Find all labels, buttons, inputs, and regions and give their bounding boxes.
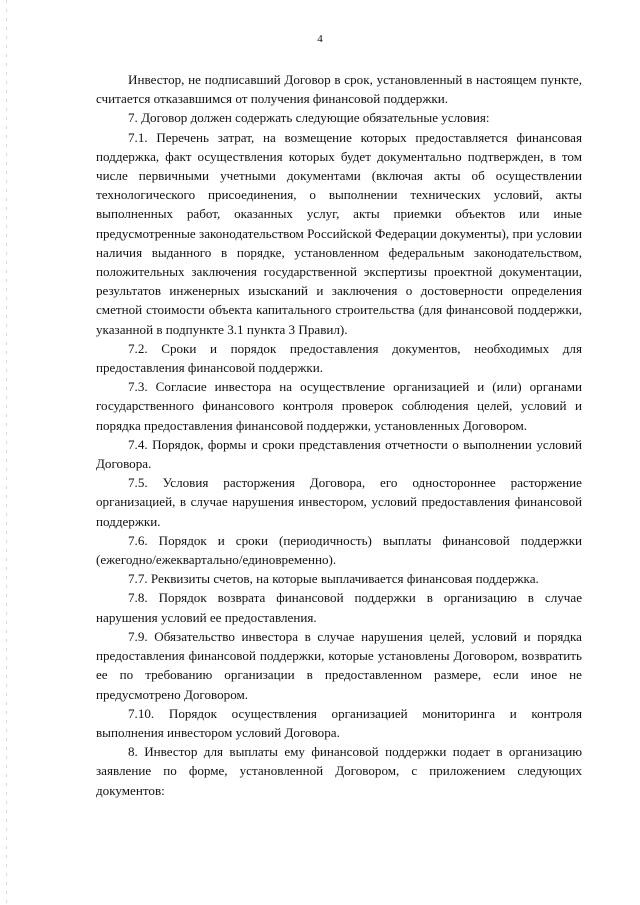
paragraph-7-2-deadlines: 7.2. Сроки и порядок предоставления документов, необходимых для предоставления финансовой поддержки. bbox=[96, 340, 582, 376]
paragraph-investor-refusal: Инвестор, не подписавший Договор в срок, установленный в настоящем пункте, считается отказавшимся от получения финансовой поддержки. bbox=[96, 72, 582, 107]
paragraph-7-1-costs: 7.1. Перечень затрат, на возмещение которых предоставляется финансовая поддержка, факт осуществления которых будет документально подтвержден, в том числе первичными учетными документами (включая акты об осуществлении технологического присоединения, о выполнении технических условий, акты выполненных работ, оказанных услуг, акты приемки объектов или иные предусмотренные законодательством Российской Федерации документы), при условии наличия выданного в порядке, установленном федеральным законодательством, положительных заключения государственной экспертизы проектной документации, результатов инженерных изысканий и заключения о достоверности определения сметной стоимости объекта капитального строительства (для финансовой поддержки, указанной в подпункте 3.1 пункта 3 Правил). bbox=[96, 129, 582, 337]
scan-edge-artifact bbox=[6, 0, 7, 905]
paragraph-7-5-termination: 7.5. Условия расторжения Договора, его одностороннее расторжение организацией, в случае нарушения инвестором, условий предоставления финансовой поддержки. bbox=[96, 475, 582, 529]
page-number: 4 bbox=[317, 33, 323, 45]
paragraph-7-4-reporting: 7.4. Порядок, формы и сроки представления отчетности о выполнении условий Договора. bbox=[96, 436, 582, 472]
paragraph-7-9-obligation: 7.9. Обязательство инвестора в случае нарушения целей, условий и порядка предоставления финансовой поддержки, которые установлены Договором, возвратить ее по требованию организации в предоставленном размере, если иное не предусмотрено Договором. bbox=[96, 628, 582, 702]
document-body bbox=[96, 70, 582, 800]
paragraph-7-conditions: 7. Договор должен содержать следующие обязательные условия: bbox=[128, 110, 490, 126]
paragraph-7-7-accounts: 7.7. Реквизиты счетов, на которые выплачивается финансовая поддержка. bbox=[128, 571, 539, 587]
paragraph-7-6-payment-schedule: 7.6. Порядок и сроки (периодичность) выплаты финансовой поддержки (ежегодно/ежеквартально/единовременно). bbox=[96, 532, 582, 568]
paragraph-7-3-consent: 7.3. Согласие инвестора на осуществление организацией и (или) органами государственного финансового контроля проверок соблюдения целей, условий и порядка предоставления финансовой поддержки, установленных Договором. bbox=[96, 379, 582, 433]
paragraph-7-8-refund: 7.8. Порядок возврата финансовой поддержки в организацию в случае нарушения условий ее предоставления. bbox=[96, 590, 582, 625]
paragraph-7-10-monitoring: 7.10. Порядок осуществления организацией мониторинга и контроля выполнения инвестором условий Договора. bbox=[96, 705, 582, 740]
paragraph-8-application: 8. Инвестор для выплаты ему финансовой поддержки подает в организацию заявление по форме, установленной Договором, с приложением следующих документов: bbox=[96, 744, 582, 798]
